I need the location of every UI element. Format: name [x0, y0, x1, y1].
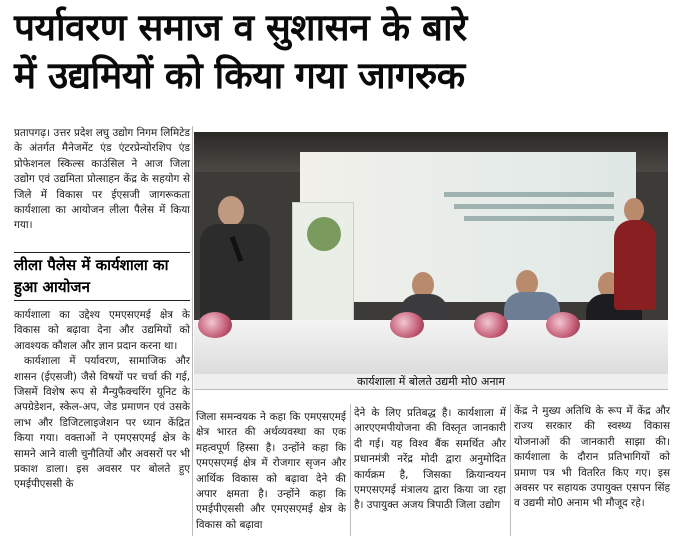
photo-banner-text [444, 192, 624, 232]
flower-bouquet [546, 312, 580, 338]
left-paragraph-2: कार्यशाला में पर्यावरण, सामाजिक और शासन (ईएसजी) जैसे विषयों पर चर्चा की गई, जिसमें विशेष रूप से मैन्युफैक्चरिंग यूनिट के अपग्रेडेशन, स्केल-अप, जेड प्रमाणन एवं उसके लाभ और डिजिटलाइजेशन पर ध्यान केंद्रित किया गया। वक्ताओं ने एमएसएमई क्षेत्र के सामने आने वाली चुनौतियों और अवसरों पर भी प्रकाश डाला। इस अवसर पर बोलते हुए एमईपीएससी के [14, 355, 190, 491]
photo-caption: कार्यशाला में बोलते उद्यमी मो0 अनाम [194, 374, 668, 390]
column-2-text: देने के लिए प्रतिबद्ध है। कार्यशाला में आरएएमपीयोजना की विस्तृत जानकारी दी गई। यह विश्व बैंक समर्थित और प्रधानमंत्री नरेंद्र मोदी द्वारा अनुमोदित कार्यक्रम है, जिसका क्रियान्वयन एमएसएमई मंत्रालय द्वारा किया जा रहा है। उपायुक्त अजय त्रिपाठी जिला उद्योग [354, 407, 506, 512]
flower-bouquet [390, 312, 424, 338]
headline-line-2: में उद्यमियों को किया गया जागरुक [14, 54, 465, 97]
body-column-1 [196, 410, 346, 533]
column-1-text: जिला समन्वयक ने कहा कि एमएसएमई क्षेत्र भारत की अर्थव्यवस्था का एक महत्वपूर्ण हिस्सा है। उन्होंने कहा कि एमएसएमई क्षेत्र में रोजगार सृजन और आर्थिक विकास को बढ़ावा देने की अपार क्षमता है। उन्होंने कहा कि एमईपीएससी और एमएसएमई क्षेत्र के विकास को बढ़ावा [196, 411, 346, 531]
body-column-2 [354, 406, 506, 514]
column-divider [510, 404, 511, 536]
standee-logo-icon [307, 217, 341, 251]
headline [14, 4, 669, 100]
event-photo [194, 132, 668, 374]
column-3-text: केंद्र ने मुख्य अतिथि के रूप में केंद्र और राज्य सरकार की स्वस्थ्य विकास योजनाओं की जानकारी साझा की। कार्यशाला के दौरान प्रतिभागियों को प्रमाण पत्र भी वितरित किए गए। इस अवसर पर सहायक उपायुक्त एसपन सिंह व उद्यमी मो0 अनाम भी मौजूद रहे। [514, 405, 670, 510]
body-column-3 [514, 404, 670, 512]
left-column [14, 308, 190, 493]
photo-table [194, 320, 668, 374]
headline-line-1: पर्यावरण समाज व सुशासन के बारे [14, 6, 467, 49]
flower-bouquet [474, 312, 508, 338]
column-divider [350, 404, 351, 536]
photo-standee [292, 202, 354, 332]
column-divider [192, 126, 193, 536]
intro-text: प्रतापगढ़। उत्तर प्रदेश लघु उद्योग निगम लिमिटेड के अंतर्गत मैनेजमेंट एंड एंटरप्रेन्योरशिप एंड प्रोफेशनल स्किल्स काउंसिल ने आज जिला उद्योग एवं उद्यमिता प्रोत्साहन केंद्र के सहयोग से जिले में विकास पर ईएसजी जागरूकता कार्यशाला का आयोजन लीला पैलेस में किया गया। [14, 127, 190, 232]
flower-bouquet [198, 312, 232, 338]
intro-paragraph [14, 126, 190, 248]
subheading: लीला पैलेस में कार्यशाला का हुआ आयोजन [14, 252, 190, 301]
left-paragraph-1: कार्यशाला का उद्देश्य एमएसएमई क्षेत्र के विकास को बढ़ावा देना और उद्यमियों को आवश्यक कौशल और ज्ञान प्रदान करना था। [14, 309, 190, 352]
